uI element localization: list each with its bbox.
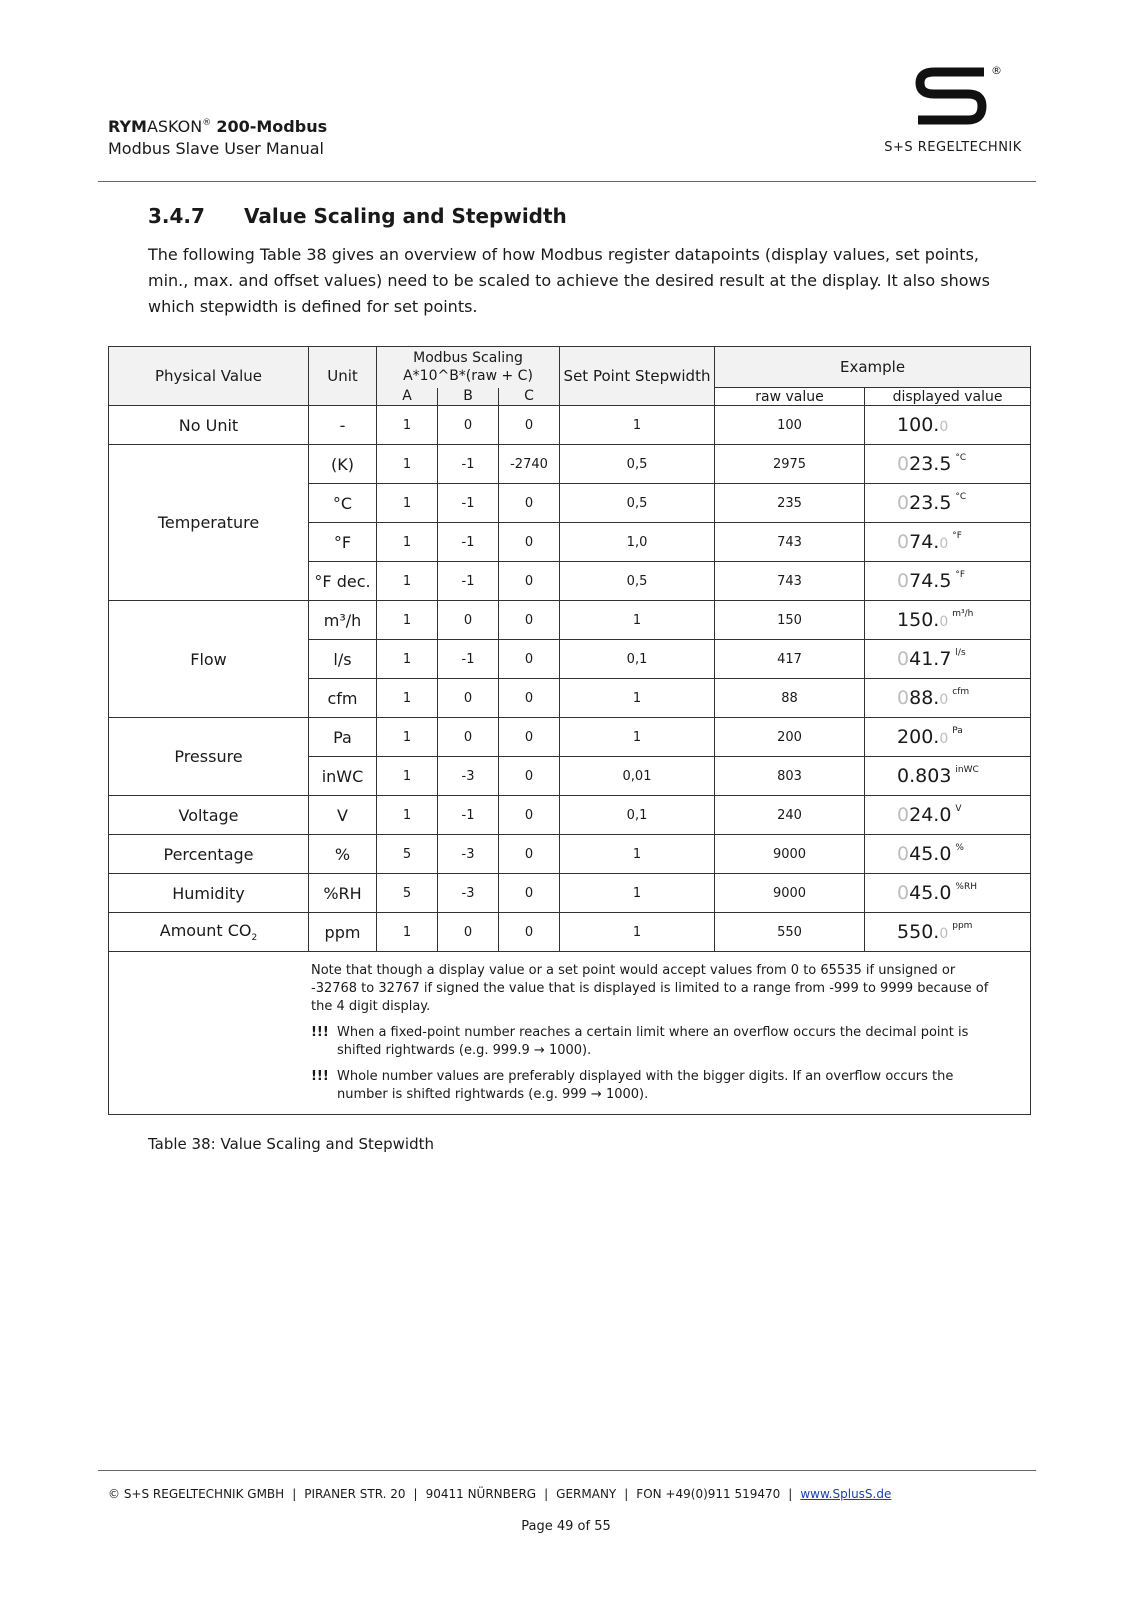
physical-value-cell: No Unit [109, 406, 309, 445]
footer-separator: | [413, 1487, 418, 1501]
range-note: Note that though a display value or a set point would accept values from 0 to 65535 if unsigned or -32768 to 32767 if signed the value that is displayed is limited to a range from -999 to 9999 because of the 4 digit display. [311, 963, 989, 1014]
displayed-value-cell [865, 484, 1031, 523]
header-modbus-scaling-title: Modbus Scaling [413, 350, 523, 367]
stepwidth-cell: 0,1 [560, 796, 715, 835]
unit-cell: - [309, 406, 377, 445]
display-value: 45.0 [909, 843, 952, 865]
display-leading-digit: 0 [897, 687, 910, 709]
a-cell: 1 [377, 523, 438, 562]
physical-value-cell: Voltage [109, 796, 309, 835]
brand-light: ASKON [146, 117, 203, 136]
unit-cell: (K) [309, 445, 377, 484]
stepwidth-cell: 0,01 [560, 757, 715, 796]
unit-cell: m³/h [309, 601, 377, 640]
footer-phone: FON +49(0)911 519470 [636, 1487, 781, 1501]
header-unit: Unit [309, 347, 377, 406]
document-header [108, 112, 327, 160]
displayed-value-cell [865, 523, 1031, 562]
display-unit: % [955, 843, 964, 853]
table-row [109, 874, 1031, 913]
b-cell: -1 [438, 445, 499, 484]
unit-cell: V [309, 796, 377, 835]
unit-cell: l/s [309, 640, 377, 679]
stepwidth-cell: 1,0 [560, 523, 715, 562]
display-unit: cfm [952, 687, 970, 697]
unit-cell: inWC [309, 757, 377, 796]
b-cell: -1 [438, 796, 499, 835]
display-trailing-digit: 0 [939, 614, 949, 630]
footer-country: GERMANY [556, 1487, 617, 1501]
display-value: 100. [897, 414, 940, 436]
physical-value-cell: Temperature [109, 445, 309, 601]
a-cell: 1 [377, 484, 438, 523]
b-cell: -1 [438, 640, 499, 679]
unit-cell: %RH [309, 874, 377, 913]
b-cell: -3 [438, 757, 499, 796]
document-subtitle: Modbus Slave User Manual [108, 139, 324, 158]
table-row [109, 796, 1031, 835]
display-unit: °F [955, 570, 966, 580]
c-cell: 0 [499, 835, 560, 874]
displayed-value-cell [865, 445, 1031, 484]
physical-value-cell: Humidity [109, 874, 309, 913]
stepwidth-cell: 1 [560, 874, 715, 913]
display-unit: Pa [952, 726, 963, 736]
physical-value-cell: Pressure [109, 718, 309, 796]
overflow-note-text: When a fixed-point number reaches a certain limit where an overflow occurs the decimal point is shifted rightwards (e.g. 999.9 → 1000). [337, 1025, 969, 1058]
displayed-value-cell [865, 679, 1031, 718]
c-cell: 0 [499, 562, 560, 601]
display-leading-digit: 0 [897, 648, 910, 670]
header-set-point-stepwidth: Set Point Stepwidth [560, 347, 715, 406]
a-cell: 1 [377, 757, 438, 796]
displayed-value-cell [865, 835, 1031, 874]
unit-cell: °F [309, 523, 377, 562]
header-c: C [499, 388, 560, 406]
c-cell: -2740 [499, 445, 560, 484]
display-unit: %RH [955, 882, 977, 892]
display-value: 0.803 [897, 765, 952, 787]
raw-value-cell: 9000 [715, 835, 865, 874]
brand-bold: RYM [108, 117, 147, 136]
footer-copyright: © S+S REGELTECHNIK GMBH [108, 1487, 285, 1501]
c-cell: 0 [499, 796, 560, 835]
raw-value-cell: 9000 [715, 874, 865, 913]
raw-value-cell: 88 [715, 679, 865, 718]
display-trailing-digit: 0 [939, 731, 949, 747]
model-name: 200-Modbus [216, 117, 328, 136]
display-unit: inWC [955, 765, 979, 775]
physical-value-cell: Percentage [109, 835, 309, 874]
stepwidth-cell: 1 [560, 679, 715, 718]
stepwidth-cell: 1 [560, 718, 715, 757]
physical-value-cell: Flow [109, 601, 309, 718]
displayed-value-cell [865, 913, 1031, 952]
display-value: 88. [909, 687, 940, 709]
a-cell: 1 [377, 601, 438, 640]
raw-value-cell: 100 [715, 406, 865, 445]
display-value: 45.0 [909, 882, 952, 904]
section-heading [148, 204, 567, 228]
header-modbus-scaling [377, 347, 560, 388]
stepwidth-cell: 1 [560, 913, 715, 952]
display-unit: °F [952, 531, 962, 541]
c-cell: 0 [499, 913, 560, 952]
table-row [109, 406, 1031, 445]
footer-address: PIRANER STR. 20 [304, 1487, 406, 1501]
header-scaling-formula: A*10^B*(raw + C) [403, 368, 533, 385]
display-unit: V [955, 804, 962, 814]
displayed-value-cell [865, 718, 1031, 757]
a-cell: 5 [377, 874, 438, 913]
display-value: 74.5 [909, 570, 952, 592]
stepwidth-cell: 1 [560, 406, 715, 445]
display-value: 24.0 [909, 804, 952, 826]
display-value: 23.5 [909, 453, 952, 475]
a-cell: 1 [377, 718, 438, 757]
co2-subscript: 2 [251, 933, 258, 944]
raw-value-cell: 550 [715, 913, 865, 952]
a-cell: 1 [377, 913, 438, 952]
page-number: Page 49 of 55 [521, 1519, 611, 1534]
display-value: 74. [909, 531, 940, 553]
logo-registered-mark: ® [991, 64, 1002, 77]
table-row [109, 601, 1031, 640]
table-row [109, 445, 1031, 484]
footer-separator: | [292, 1487, 297, 1501]
display-leading-digit: 0 [897, 882, 910, 904]
c-cell: 0 [499, 640, 560, 679]
c-cell: 0 [499, 718, 560, 757]
unit-cell: °C [309, 484, 377, 523]
display-unit: m³/h [952, 609, 974, 619]
b-cell: -3 [438, 835, 499, 874]
displayed-value-cell [865, 562, 1031, 601]
ss-logo-icon [914, 64, 988, 130]
b-cell: 0 [438, 406, 499, 445]
b-cell: -1 [438, 523, 499, 562]
warning-mark: !!! [311, 1025, 329, 1040]
header-a: A [377, 388, 438, 406]
display-value: 41.7 [909, 648, 952, 670]
b-cell: -1 [438, 562, 499, 601]
overflow-note-whole-number [311, 1068, 1002, 1104]
raw-value-cell: 200 [715, 718, 865, 757]
stepwidth-cell: 1 [560, 835, 715, 874]
stepwidth-cell: 0,5 [560, 562, 715, 601]
c-cell: 0 [499, 601, 560, 640]
b-cell: -1 [438, 484, 499, 523]
header-example: Example [715, 347, 1031, 388]
a-cell: 1 [377, 406, 438, 445]
footer-separator: | [624, 1487, 629, 1501]
displayed-value-cell [865, 757, 1031, 796]
a-cell: 1 [377, 562, 438, 601]
footer-separator: | [544, 1487, 549, 1501]
header-b: B [438, 388, 499, 406]
displayed-value-cell [865, 640, 1031, 679]
c-cell: 0 [499, 523, 560, 562]
value-scaling-table [108, 346, 1031, 1115]
display-value: 200. [897, 726, 940, 748]
amount-co2-label: Amount CO [159, 920, 252, 940]
unit-cell: Pa [309, 718, 377, 757]
overflow-note-fixed-point [311, 1024, 1002, 1060]
display-unit: l/s [955, 648, 966, 658]
display-unit: ppm [952, 921, 973, 931]
display-unit: °C [955, 453, 967, 463]
stepwidth-cell: 0,5 [560, 484, 715, 523]
footer-separator: | [788, 1487, 793, 1501]
section-number: 3.4.7 [148, 204, 205, 228]
raw-value-cell: 150 [715, 601, 865, 640]
unit-cell: cfm [309, 679, 377, 718]
b-cell: 0 [438, 718, 499, 757]
a-cell: 1 [377, 445, 438, 484]
b-cell: -3 [438, 874, 499, 913]
product-name [108, 112, 327, 138]
table-row [109, 913, 1031, 952]
logo-text: S+S REGELTECHNIK [884, 140, 1022, 155]
c-cell: 0 [499, 874, 560, 913]
unit-cell: % [309, 835, 377, 874]
raw-value-cell: 2975 [715, 445, 865, 484]
raw-value-cell: 417 [715, 640, 865, 679]
display-unit: °C [955, 492, 967, 502]
company-logo [878, 64, 1028, 164]
header-divider [98, 181, 1036, 182]
overflow-note-text: Whole number values are preferably displayed with the bigger digits. If an overflow occurs the number is shifted rightwards (e.g. 999 → 1000). [337, 1069, 954, 1102]
stepwidth-cell: 1 [560, 601, 715, 640]
registered-mark: ® [202, 118, 212, 128]
unit-cell: ppm [309, 913, 377, 952]
displayed-value-cell [865, 601, 1031, 640]
raw-value-cell: 743 [715, 523, 865, 562]
display-trailing-digit: 0 [939, 692, 949, 708]
physical-value-cell [109, 913, 309, 952]
displayed-value-cell [865, 406, 1031, 445]
a-cell: 1 [377, 679, 438, 718]
display-trailing-digit: 0 [939, 926, 949, 942]
section-title: Value Scaling and Stepwidth [244, 204, 567, 228]
intro-paragraph: The following Table 38 gives an overview of how Modbus register datapoints (display values, set points, min., max. and offset values) need to be scaled to achieve the desired result at the display. It also shows which stepwidth is defined for set points. [148, 245, 990, 316]
display-leading-digit: 0 [897, 531, 910, 553]
display-trailing-digit: 0 [939, 536, 949, 552]
display-value: 550. [897, 921, 940, 943]
b-cell: 0 [438, 913, 499, 952]
c-cell: 0 [499, 679, 560, 718]
display-leading-digit: 0 [897, 804, 910, 826]
header-raw-value: raw value [715, 388, 865, 406]
raw-value-cell: 743 [715, 562, 865, 601]
table-row [109, 835, 1031, 874]
b-cell: 0 [438, 679, 499, 718]
raw-value-cell: 240 [715, 796, 865, 835]
c-cell: 0 [499, 406, 560, 445]
footer-city: 90411 NÜRNBERG [425, 1487, 537, 1501]
a-cell: 5 [377, 835, 438, 874]
displayed-value-cell [865, 874, 1031, 913]
table-caption: Table 38: Value Scaling and Stepwidth [148, 1135, 435, 1153]
display-leading-digit: 0 [897, 453, 910, 475]
display-leading-digit: 0 [897, 570, 910, 592]
stepwidth-cell: 0,5 [560, 445, 715, 484]
display-value: 23.5 [909, 492, 952, 514]
unit-cell: °F dec. [309, 562, 377, 601]
display-leading-digit: 0 [897, 492, 910, 514]
raw-value-cell: 803 [715, 757, 865, 796]
header-displayed-value: displayed value [865, 388, 1031, 406]
warning-mark: !!! [311, 1069, 329, 1084]
notes-row [109, 952, 1031, 1115]
displayed-value-cell [865, 796, 1031, 835]
notes-cell [109, 952, 1031, 1115]
table-row [109, 718, 1031, 757]
a-cell: 1 [377, 796, 438, 835]
footer-divider [98, 1470, 1036, 1471]
c-cell: 0 [499, 757, 560, 796]
header-physical-value: Physical Value [109, 347, 309, 406]
stepwidth-cell: 0,1 [560, 640, 715, 679]
display-trailing-digit: 0 [939, 419, 949, 435]
a-cell: 1 [377, 640, 438, 679]
website-link[interactable]: www.SplusS.de [800, 1487, 892, 1501]
raw-value-cell: 235 [715, 484, 865, 523]
display-leading-digit: 0 [897, 843, 910, 865]
display-value: 150. [897, 609, 940, 631]
footer [108, 1487, 1030, 1501]
b-cell: 0 [438, 601, 499, 640]
c-cell: 0 [499, 484, 560, 523]
